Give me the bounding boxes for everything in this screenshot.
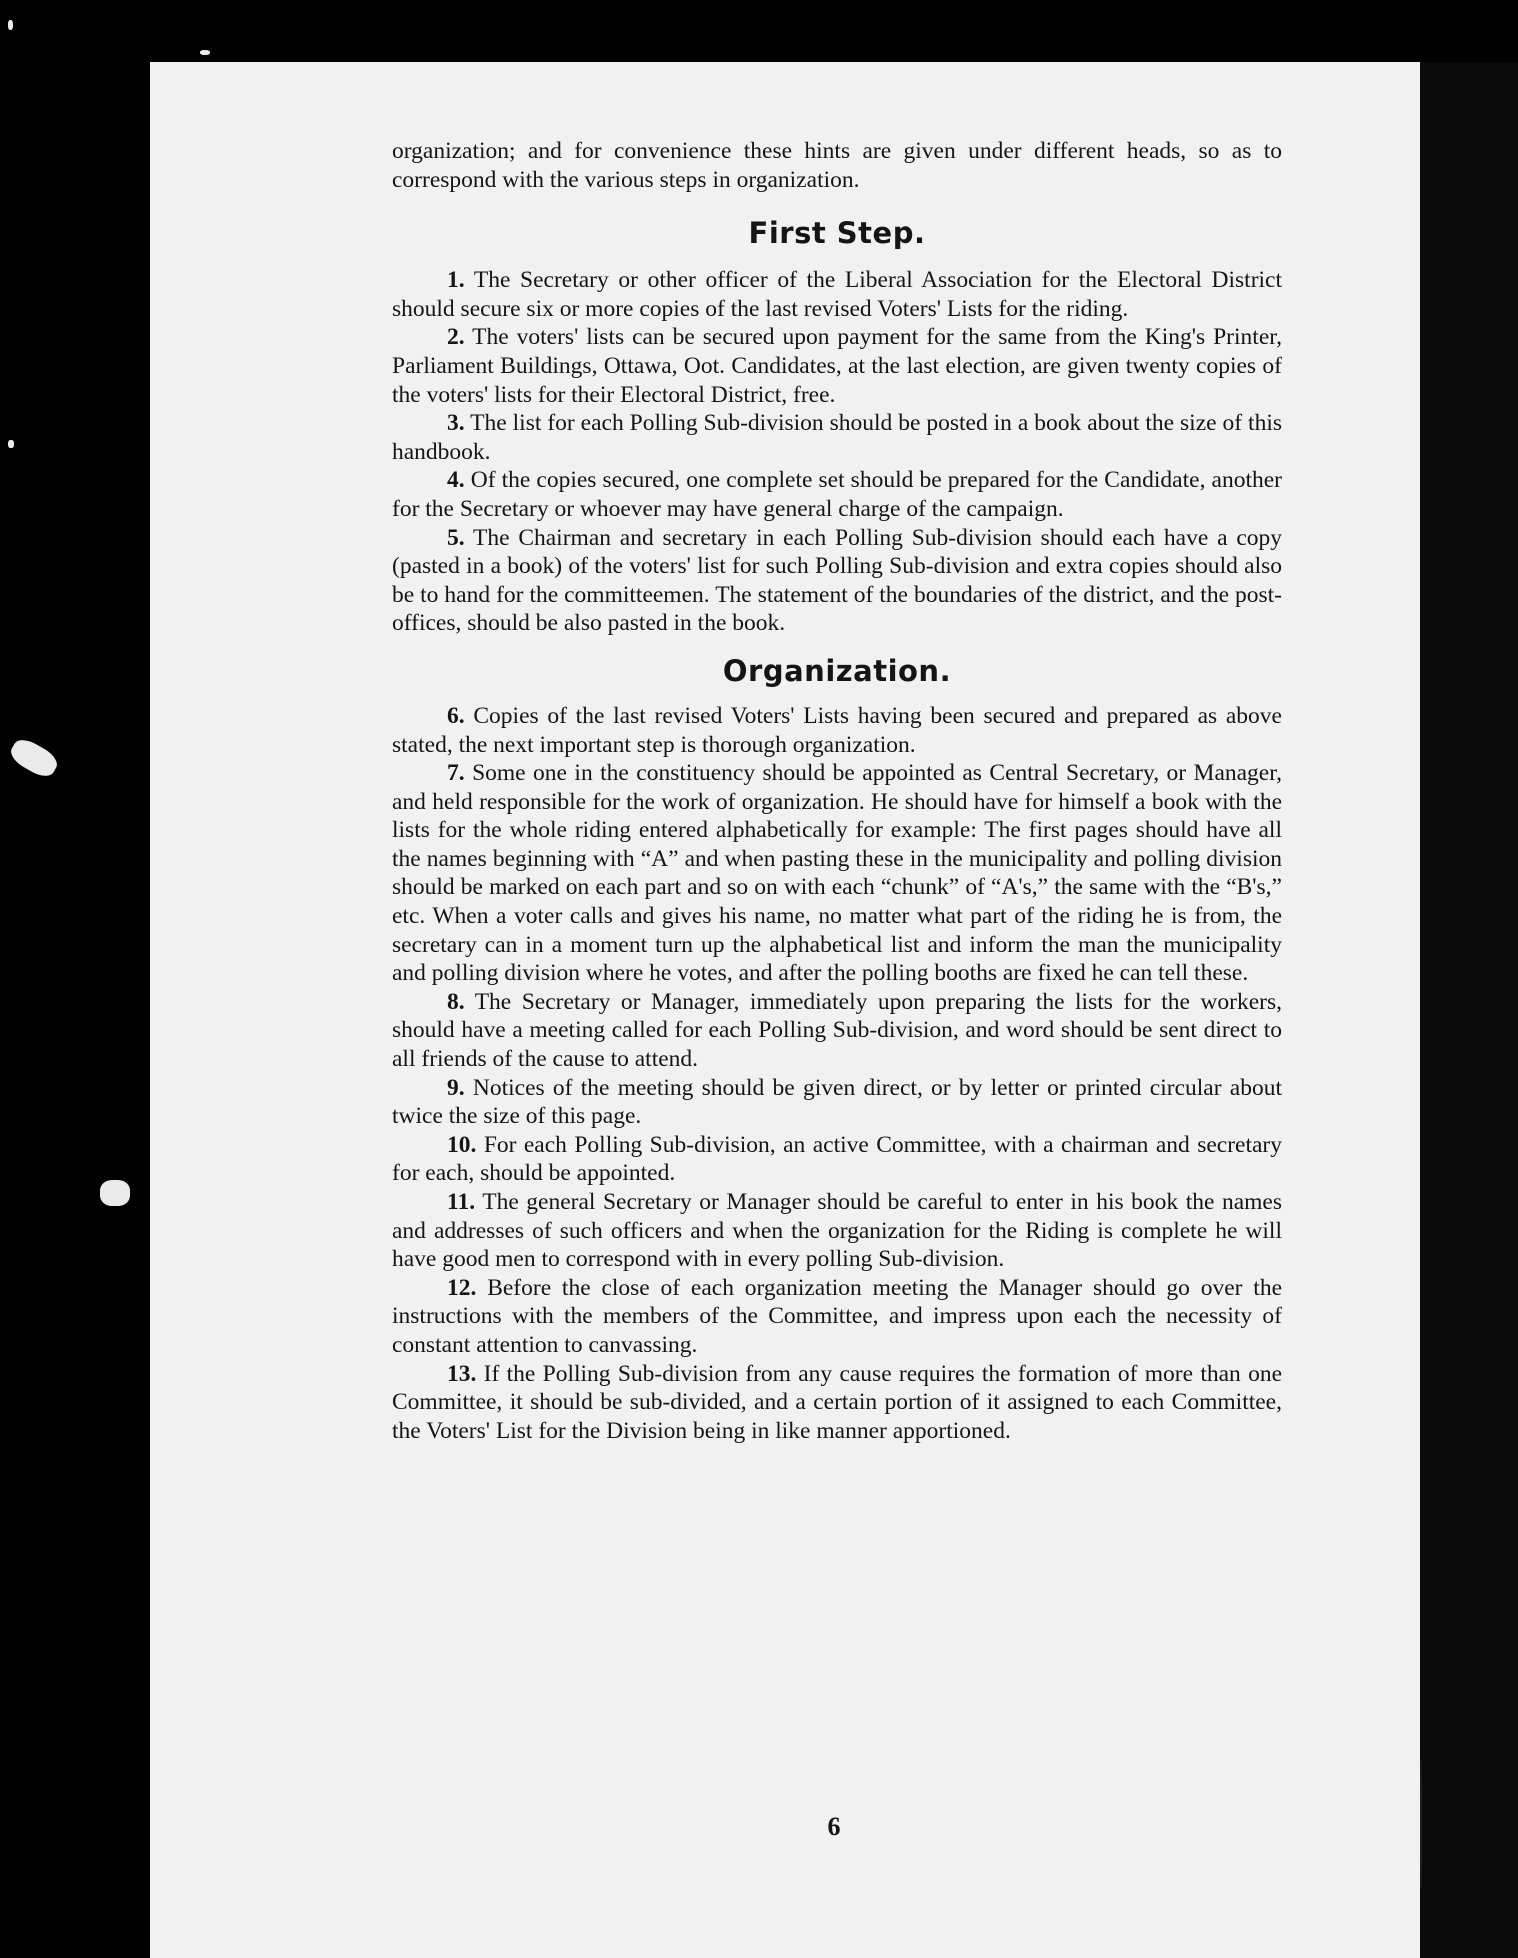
- scan-speck: [100, 1180, 130, 1206]
- paragraph-number: 5.: [447, 524, 465, 551]
- intro-paragraph: organization; and for convenience these hints are given under different heads, so as to correspond with the various steps in organization.: [392, 138, 1282, 193]
- paragraph-number: 4.: [447, 467, 465, 494]
- paragraph-text: The Chairman and secretary in each Polling Sub-division should each have a copy (pasted in a book) of the voters' list for such Polling Sub-division and extra copies should also be to hand for the committeemen. The statement of the boundaries of the district, and the post-offices, should be also pasted in the book.: [392, 524, 1282, 637]
- scan-speck: [8, 440, 14, 448]
- numbered-paragraph: [392, 759, 1282, 988]
- numbered-paragraph: [392, 409, 1282, 466]
- numbered-paragraph: [392, 323, 1282, 409]
- numbered-paragraph: [392, 1188, 1282, 1274]
- paragraph-text: The general Secretary or Manager should be careful to enter in his book the names and addresses of such officers and when the organization for the Riding is complete he will have good men to correspond with in every polling Sub-division.: [392, 1189, 1283, 1273]
- section-heading-organization: Organization.: [722, 653, 952, 688]
- scan-speck: [200, 50, 210, 55]
- numbered-paragraph: [392, 988, 1282, 1074]
- paragraph-number: 10.: [447, 1131, 477, 1158]
- paragraph-text: If the Polling Sub-division from any cause requires the formation of more than one Committee, it should be sub-divided, and a certain portion of it assigned to each Committee, the Voters' List for the Division being in like manner apportioned.: [392, 1360, 1282, 1444]
- paragraph-text: The Secretary or other officer of the Liberal Association for the Electoral District should secure six or more copies of the last revised Voters' Lists for the riding.: [392, 267, 1283, 322]
- numbered-paragraph: [392, 1131, 1282, 1188]
- paragraph-number: 2.: [447, 324, 465, 351]
- numbered-paragraph: [392, 1360, 1282, 1446]
- paragraph-number: 6.: [447, 702, 465, 729]
- numbered-paragraph: [392, 466, 1282, 523]
- paragraph-text: The list for each Polling Sub-division should be posted in a book about the size of this handbook.: [392, 410, 1282, 465]
- paragraph-text: Some one in the constituency should be appointed as Central Secretary, or Manager, and held responsible for the work of organization. He should have for himself a book with the lists for the whole riding entered alphabetically for example: The first pages should have all the names beginning with “A” and when pasting these in the municipality and polling division should be marked on each part and so on with each “chunk” of “A's,” the same with the “B's,” etc. When a voter calls and gives his name, no matter what part of the riding he is from, the secretary can in a moment turn up the alphabetical list and inform the man the municipality and polling division where he votes, and after the polling booths are fixed he can tell these.: [392, 760, 1282, 987]
- paragraph-number: 11.: [447, 1189, 476, 1215]
- paragraph-text: Before the close of each organization meeting the Manager should go over the instructions with the members of the Committee, and impress upon each the necessity of constant attention to canvassing.: [392, 1274, 1283, 1358]
- numbered-paragraph: [392, 1074, 1282, 1131]
- paragraph-text: The Secretary or Manager, immediately upon preparing the lists for the workers, should have a meeting called for each Polling Sub-division, and word should be sent direct to all friends of the cause to attend.: [392, 988, 1283, 1073]
- paragraph-number: 13.: [447, 1360, 477, 1387]
- paragraph-text: Notices of the meeting should be given direct, or by letter or printed circular about twice the size of this page.: [392, 1074, 1282, 1130]
- paragraph-number: 9.: [447, 1074, 465, 1101]
- page-body: [392, 137, 1282, 1445]
- numbered-paragraph: [392, 702, 1282, 759]
- scan-speck: [7, 735, 62, 782]
- paragraph-number: 3.: [447, 410, 465, 437]
- section-heading-first-step: First Step.: [748, 216, 926, 251]
- paragraph-number: 1.: [447, 267, 465, 294]
- numbered-paragraph: [392, 524, 1282, 638]
- scan-speck: [8, 20, 13, 30]
- paragraph-number: 12.: [447, 1274, 477, 1301]
- numbered-paragraph: [392, 266, 1282, 323]
- paragraph-number: 8.: [447, 988, 465, 1015]
- paragraph-text: Copies of the last revised Voters' Lists having been secured and prepared as above stated, the next important step is thorough organization.: [392, 702, 1282, 758]
- paragraph-text: Of the copies secured, one complete set should be prepared for the Candidate, another for the Secretary or whoever may have general charge of the campaign.: [392, 467, 1282, 522]
- paragraph-text: For each Polling Sub-division, an active Committee, with a chairman and secretary for each, should be appointed.: [392, 1131, 1283, 1187]
- page-number: 6: [827, 1812, 841, 1841]
- adjacent-page-edge: [1420, 62, 1518, 1958]
- numbered-paragraph: [392, 1274, 1282, 1360]
- paragraph-text: The voters' lists can be secured upon payment for the same from the King's Printer, Parliament Buildings, Ottawa, Oot. Candidates, at the last election, are given twenty copies of the voters' lists for their Electoral District, free.: [392, 324, 1283, 408]
- paragraph-number: 7.: [447, 760, 465, 787]
